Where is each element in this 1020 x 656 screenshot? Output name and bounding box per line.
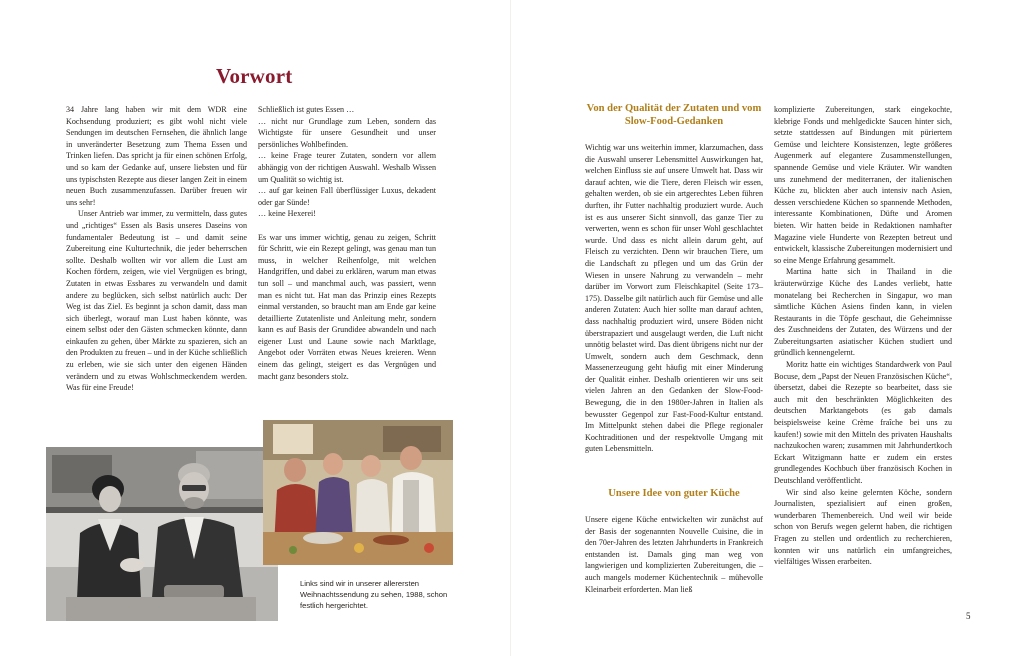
kitchen-photo-color (263, 420, 453, 565)
paragraph: Unsere eigene Küche entwickelten wir zunächst auf der Basis der sogenannten Nouvelle Cuisine, die in den 70er-Jahren des letzten Jahrhunderts in Frankreich entstanden ist. Damals ging man weg von langwierigen und komplizierten Zubereitungen, die – auch mangels moderner Küchentechnik – mühevolle Kleinarbeit erforderten. Man ließ (585, 515, 763, 594)
text-column-1 (66, 104, 247, 394)
photo-caption: Links sind wir in unserer allerersten Weihnachtssendung zu sehen, 1988, schon festlich hergerichtet. (300, 579, 448, 610)
text-column-4 (774, 104, 952, 568)
paragraph: 34 Jahre lang haben wir mit dem WDR eine Kochsendung produziert; es gibt wohl nicht viele Sendungen im deutschen Fernsehen, die ähnlich lange in unveränderter Besetzung zum Thema Essen und Trinken liefen. Das spricht ja für einen schönen Erfolg, und so kam der Gedanke auf, unsere liebsten und für uns typischsten Rezepte aus dieser langen Zeit in einem neuen Buch zusammenzufassen. Darüber freuen wir uns sehr! (66, 105, 247, 207)
paragraph: Moritz hatte ein wichtiges Standardwerk von Paul Bocuse, dem „Papst der Neuen Französischen Küche“, übersetzt, dabei die Rezepte so bearbeitet, dass sie auch mit den beschränkten Möglichkeiten des deutschen Marktangebots (es gab damals beispielsweise keine Crème fraîche bei uns zu kaufen!) sowie mit den Mitteln des privaten Haushalts nachzukochen waren; zusammen mit Jahrhundertkoch Eckart Witzigmann hatte er zudem ein erstes grundlegendes Kochbuch über französisch Kochen in Deutschland veröffentlicht. (774, 360, 952, 485)
section-heading-quality: Von der Qualität der Zutaten und vom Slow-Food-Gedanken (586, 103, 762, 127)
list-line: … nicht nur Grundlage zum Leben, sondern das Wichtigste für unsere Gesundheit und unser persönliches Wohlbefinden. (258, 116, 436, 149)
text-column-3 (585, 142, 763, 455)
list-line: … keine Frage teurer Zutaten, sondern vor allem abhängig von der richtigen Auswahl. Weshalb Wissen um Qualität so wichtig ist. (258, 151, 436, 184)
text-column-3-continued (585, 514, 763, 595)
page-number: 5 (966, 611, 971, 621)
list-line: … keine Hexerei! (258, 209, 316, 219)
studio-photo-bw (46, 447, 278, 621)
paragraph: Wir sind also keine gelernten Köche, sondern Journalisten, spezialisiert auf einen großen, wunderbaren Themenbereich. Und weil wir beide schon von Berufs wegen gelernt haben, die richtigen Fragen zu stellen und ordentlich zu recherchieren, konnten wir uns natürlich ein umfangreiches, vielfältiges Wissen erarbeiten. (774, 487, 952, 567)
section-heading-kitchen-idea: Unsere Idee von guter Küche (608, 488, 740, 499)
studio-photo-illustration (46, 447, 278, 621)
page-title: Vorwort (216, 64, 293, 88)
paragraph: Wichtig war uns weiterhin immer, klarzumachen, dass die Auswahl unserer Lebensmittel Auswirkungen hat, welchen Einfluss sie auf unsere Umwelt hat. Dass wir darauf achten, wie die Tiere, deren Fleisch wir essen, gehalten werden, ob sie ein artgerechtes Leben führen durften, ihr Futter nachhaltig produziert wurde. Auch ist es aus unserer Sicht sinnvoll, das ganze Tier zu verwerten, wenn es schon für unser Wohl geschlachtet wurde. Und dass es nicht allein darum geht, auf Fleisch zu verzichten. Denn wir brauchen Tiere, um die Landschaft zu pflegen und um das Grün der Wiesen in unsere Nahrung zu verwandeln – mehr darüber im Vorwort zum Fleischkapitel (Seite 173–175). Dasselbe gilt natürlich auch für Gemüse und alle anderen Zutaten: Auch hier sollte man darauf achten, dass nachhaltig produziert wird, unsere Böden nicht überstrapaziert und ausgelaugt werden, die Luft nicht unnötig belastet wird. Das dient übrigens nicht nur der Umwelt, sondern auch dem Geschmack, denn Massenerzeugung geht häufig mit einer Minderung der Qualität einher. Deshalb orientieren wir uns seit vielen Jahren an den Gedanken der Slow-Food-Bewegung, die in den 1980er-Jahren in Italien als bewusster Gegenpol zur Fast-Food-Kultur entstand. Im Mittelpunkt stehen dabei die Pflege regionaler Kochtraditionen und der respektvolle Umgang mit guten Lebensmitteln. (585, 143, 763, 454)
text-column-2 (258, 104, 436, 382)
page-gutter (510, 0, 511, 656)
paragraph: komplizierte Zubereitungen, stark eingekochte, klebrige Fonds und mehlgedickte Saucen hinter sich, setzte stattdessen auf Bindungen mit püriertem Gemüse und leichtere Konsistenzen, legte größeres Augenmerk auf elegantere Zusammenstellungen, spannende Gemüse und viele Kräuter. Wir wandten uns zunehmend der mediterranen, der italienischen Küche zu, blickten aber auch intensiv nach Asien, dessen verschiedene Küchen so spannende Methoden, interessante Kombinationen, Düfte und Aromen bieten. Wir hatten beide in Redaktionen namhafter Magazine viele Hunderte von Rezepten betreut und entwickelt, klassische Zubereitungen modernisiert und so eine Menge Erfahrung gesammelt. (774, 105, 952, 265)
paragraph: Es war uns immer wichtig, genau zu zeigen, Schritt für Schritt, wie ein Rezept gelingt, was genau man tun muss, in welcher Reihenfolge, mit welchen Handgriffen, und dabei zu erklären, warum man etwas tun soll – und manchmal auch, was passiert, wenn man es nicht tut. Hat man das Prinzip eines Rezepts einmal verstanden, so braucht man am Ende gar keine detaillierte Zutatenliste und Anleitung mehr, sondern kann es auf Basis der Grundidee abwandeln und nach eigener Lust und Laune sowie nach Marktlage, Angebot oder Vorräten etwas Neues kreieren. Wenn einem das gelingt, steigert es das Vergnügen und macht ganz besonders stolz. (258, 232, 436, 381)
kitchen-photo-illustration (263, 420, 453, 565)
list-line: … auf gar keinen Fall überflüssiger Luxus, dekadent oder gar Sünde! (258, 186, 436, 207)
paragraph: Schließlich ist gutes Essen … (258, 105, 355, 114)
paragraph: Unser Antrieb war immer, zu vermitteln, dass gutes und „richtiges“ Essen als Basis unseres Daseins von fundamentaler Bedeutung ist – und damit seine Zubereitung eine Kulturtechnik, die jeder beherrschen sollte. Deshalb wollten wir vor allem die Lust am Kochen fördern, zeigen, wie viel Vergnügen es bringt, Zutaten in etwas Essbares zu verwandeln und damit andere zu beglücken, sich selbst natürlich auch: Der Weg ist das Ziel. Es beginnt ja schon damit, dass man sich überlegt, worauf man Lust haben könnte, was einem selbst oder den Gästen schmecken könnte, dann einkaufen zu gehen, über Märkte zu spazieren, sich an den Produkten zu freuen – und in der Küche schließlich zu erleben, wie sie sich unter den eigenen Händen verändern und zu etwas Wohlschmeckendem werden. Was für eine Freude! (66, 209, 247, 393)
paragraph: Martina hatte sich in Thailand in die kräuterwürzige Küche des Landes verliebt, hatte monatelang bei Recherchen in Singapur, wo man sämtliche Küchen Asiens finden kann, in vielen Restaurants in die Töpfe geschaut, die Geheimnisse des Zuschneidens der Zutaten, des Würzens und der Zubereitungsarten asiatischer Küchen studiert und gründlich kennengelernt. (774, 267, 952, 358)
